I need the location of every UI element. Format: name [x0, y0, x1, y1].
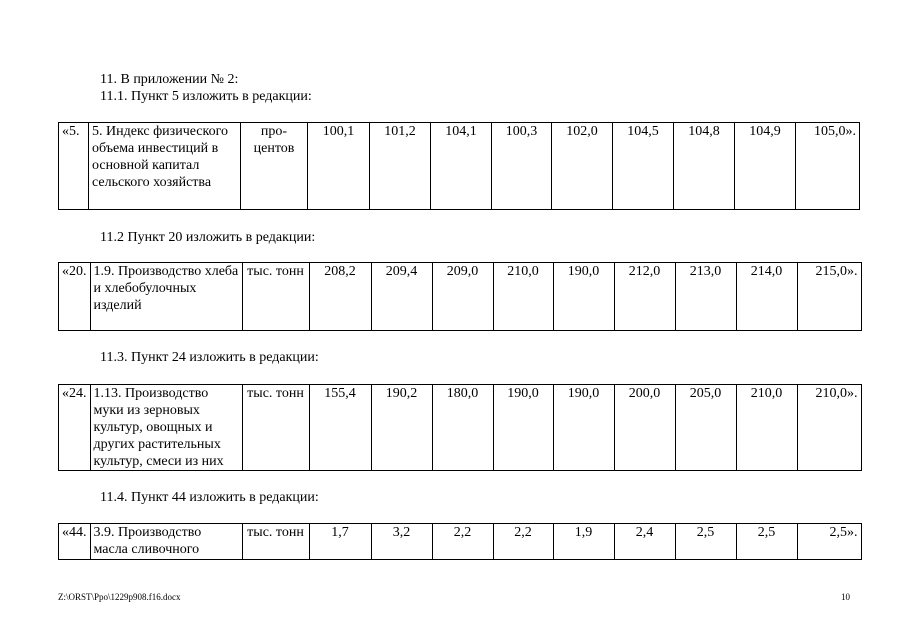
value-cell: 210,0 [493, 263, 553, 331]
value-cell: 1,9 [553, 524, 614, 560]
amendment-table-4 [58, 523, 862, 560]
page-number: 10 [841, 592, 850, 602]
unit-cell: тыс. тонн [242, 524, 309, 560]
value-cell: 101,2 [370, 123, 431, 210]
value-cell: 190,0 [553, 263, 614, 331]
value-cell: 2,4 [614, 524, 675, 560]
indicator-name: 1.9. Производство хлеба и хлебобулочных изделий [90, 263, 242, 331]
indicator-name: 1.13. Производство муки из зерновых культур, овощных и других растительных культур, смеси из них [90, 385, 242, 471]
value-cell: 2,5 [736, 524, 797, 560]
value-cell: 104,8 [674, 123, 735, 210]
value-cell: 100,1 [308, 123, 370, 210]
value-cell: 3,2 [371, 524, 432, 560]
value-cell: 2,5 [675, 524, 736, 560]
table-row [59, 123, 860, 210]
value-cell: 210,0». [797, 385, 861, 471]
amendment-table-1 [58, 122, 860, 210]
value-cell: 100,3 [492, 123, 552, 210]
section-4-title: 11.4. Пункт 44 изложить в редакции: [100, 490, 319, 505]
value-cell: 1,7 [309, 524, 371, 560]
indicator-name: 3.9. Производство масла сливочного [90, 524, 242, 560]
value-cell: 209,4 [371, 263, 432, 331]
section-1-title: 11.1. Пункт 5 изложить в редакции: [100, 89, 312, 104]
amendment-table-3 [58, 384, 862, 471]
item-marker: «5. [59, 123, 89, 210]
indicator-name: 5. Индекс физического объема инвестиций в основной капитал сельского хозяйства [89, 123, 241, 210]
value-cell: 155,4 [309, 385, 371, 471]
value-cell: 105,0». [796, 123, 860, 210]
value-cell: 102,0 [552, 123, 613, 210]
value-cell: 2,2 [432, 524, 493, 560]
value-cell: 2,2 [493, 524, 553, 560]
value-cell: 104,9 [735, 123, 796, 210]
unit-cell: про-центов [241, 123, 308, 210]
value-cell: 209,0 [432, 263, 493, 331]
table-row [59, 524, 862, 560]
item-marker: «44. [59, 524, 91, 560]
table-row [59, 385, 862, 471]
value-cell: 210,0 [736, 385, 797, 471]
value-cell: 208,2 [309, 263, 371, 331]
value-cell: 190,0 [553, 385, 614, 471]
value-cell: 205,0 [675, 385, 736, 471]
section-3-title: 11.3. Пункт 24 изложить в редакции: [100, 350, 319, 365]
item-marker: «24. [59, 385, 91, 471]
value-cell: 190,2 [371, 385, 432, 471]
value-cell: 180,0 [432, 385, 493, 471]
footer-file-path: Z:\ORST\Ppo\1229p908.f16.docx [58, 592, 181, 602]
table-row [59, 263, 862, 331]
value-cell: 104,1 [431, 123, 492, 210]
value-cell: 212,0 [614, 263, 675, 331]
amendment-table-2 [58, 262, 862, 331]
value-cell: 104,5 [613, 123, 674, 210]
value-cell: 2,5». [797, 524, 861, 560]
unit-cell: тыс. тонн [242, 385, 309, 471]
value-cell: 200,0 [614, 385, 675, 471]
value-cell: 215,0». [797, 263, 861, 331]
value-cell: 214,0 [736, 263, 797, 331]
item-marker: «20. [59, 263, 91, 331]
section-2-title: 11.2 Пункт 20 изложить в редакции: [100, 230, 316, 245]
unit-cell: тыс. тонн [242, 263, 309, 331]
value-cell: 190,0 [493, 385, 553, 471]
appendix-heading: 11. В приложении № 2: [100, 72, 239, 87]
value-cell: 213,0 [675, 263, 736, 331]
